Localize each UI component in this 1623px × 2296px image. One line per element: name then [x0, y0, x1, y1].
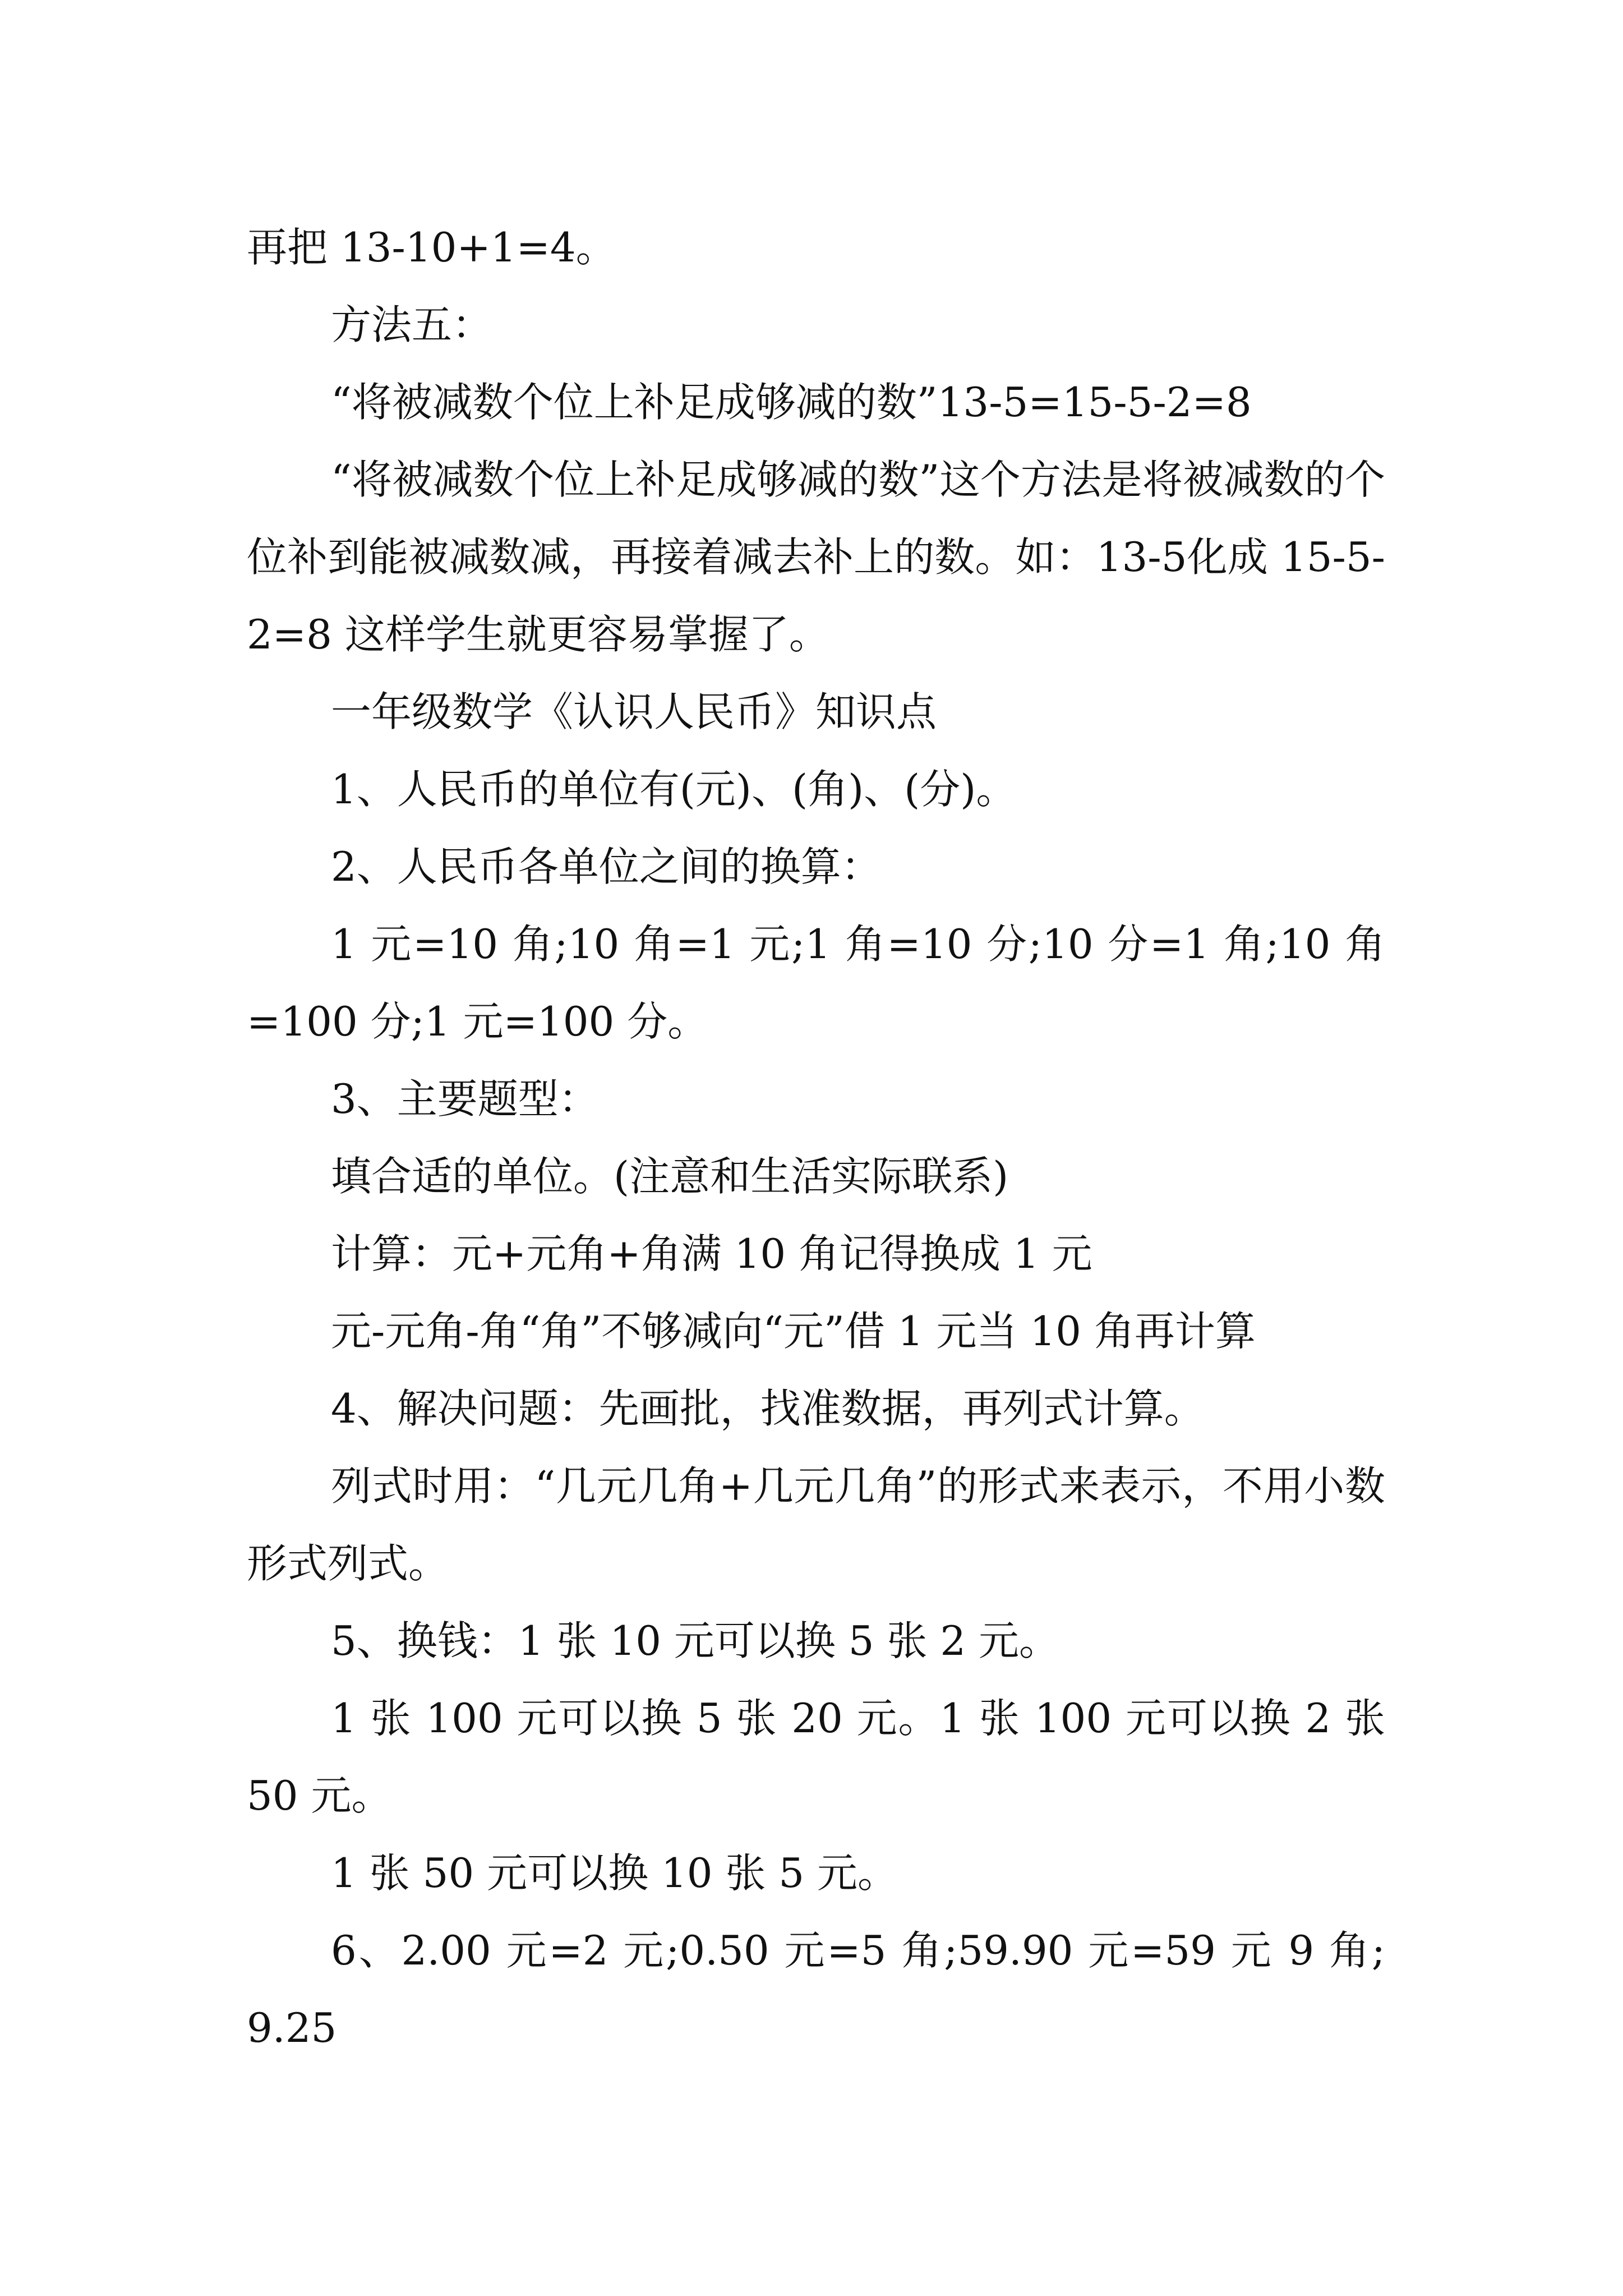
paragraph: 填合适的单位。(注意和生活实际联系)	[331, 1153, 1009, 1200]
paragraph: 5、换钱：1 张 10 元可以换 5 张 2 元。	[331, 1617, 1060, 1664]
paragraph: 4、解决问题：先画批，找准数据，再列式计算。	[331, 1385, 1205, 1432]
paragraph: 列式时用：“几元几角+几元几角”的形式来表示，不用小数形式列式。	[247, 1462, 1385, 1587]
paragraph: 1 张 50 元可以换 10 张 5 元。	[331, 1849, 898, 1897]
paragraph: 再把 13-10+1=4。	[247, 224, 616, 271]
document-body	[247, 209, 1385, 2067]
section-heading: 方法五：	[331, 301, 493, 348]
paragraph: 1、人民币的单位有(元)、(角)、(分)。	[331, 766, 1017, 813]
section-heading: 一年级数学《认识人民币》知识点	[331, 688, 937, 735]
paragraph: 1 张 100 元可以换 5 张 20 元。1 张 100 元可以换 2 张 50 元。	[247, 1695, 1385, 1819]
paragraph: “将被减数个位上补足成够减的数”这个方法是将被减数的个位补到能被减数减，再接着减去补上的数。如：13-5化成 15-5-2=8 这样学生就更容易掌握了。	[247, 456, 1385, 658]
paragraph: 1 元=10 角;10 角=1 元;1 角=10 分;10 分=1 角;10 角=100 分;1 元=100 分。	[247, 921, 1385, 1045]
paragraph: “将被减数个位上补足成够减的数”13-5=15-5-2=8	[331, 379, 1252, 426]
paragraph: 2、人民币各单位之间的换算：	[331, 843, 882, 890]
paragraph: 6、2.00 元=2 元;0.50 元=5 角;59.90 元=59 元 9 角;9.25	[247, 1927, 1385, 2051]
paragraph: 计算：元+元角+角满 10 角记得换成 1 元	[331, 1230, 1092, 1277]
paragraph: 3、主要题型：	[331, 1075, 599, 1122]
paragraph: 元-元角-角“角”不够减向“元”借 1 元当 10 角再计算	[331, 1308, 1256, 1355]
